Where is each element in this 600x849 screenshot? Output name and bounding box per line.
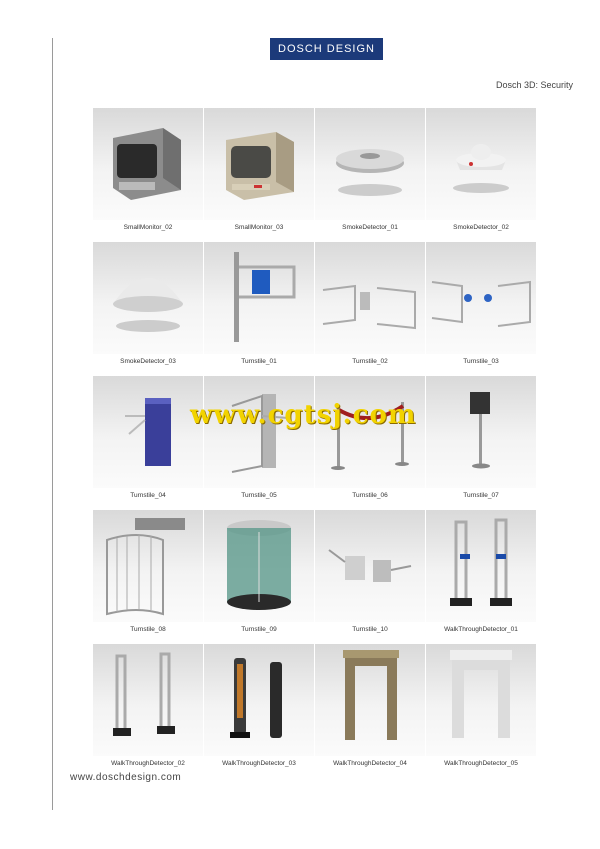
product-thumbnail[interactable] bbox=[93, 242, 203, 354]
product-thumbnail[interactable] bbox=[315, 510, 425, 622]
product-caption: WalkThroughDetector_03 bbox=[222, 760, 296, 767]
sign-stand-icon bbox=[426, 376, 536, 488]
watermark-text: www.cgtsj.com bbox=[190, 400, 417, 430]
product-caption: Turnstile_07 bbox=[463, 492, 499, 499]
product-thumbnail[interactable] bbox=[93, 644, 203, 756]
product-caption: SmokeDetector_01 bbox=[342, 224, 398, 231]
product-thumbnail[interactable] bbox=[315, 376, 425, 488]
product-thumbnail[interactable] bbox=[315, 108, 425, 220]
footer-url[interactable]: www.doschdesign.com bbox=[70, 772, 182, 783]
walk-through-detector-icon bbox=[315, 644, 425, 756]
small-monitor-icon bbox=[204, 108, 314, 220]
product-row bbox=[93, 108, 537, 242]
product-thumbnail[interactable] bbox=[426, 644, 536, 756]
product-caption: Turnstile_02 bbox=[352, 358, 388, 365]
product-caption: WalkThroughDetector_05 bbox=[444, 760, 518, 767]
product-caption: WalkThroughDetector_02 bbox=[111, 760, 185, 767]
revolving-door-icon bbox=[204, 510, 314, 622]
product-row bbox=[93, 242, 537, 376]
turnstile-icon bbox=[315, 242, 425, 354]
product-thumbnail[interactable] bbox=[204, 242, 314, 354]
product-caption: SmokeDetector_02 bbox=[453, 224, 509, 231]
smoke-detector-icon bbox=[93, 242, 203, 354]
turnstile-icon bbox=[204, 242, 314, 354]
smoke-detector-icon bbox=[426, 108, 536, 220]
turnstile-icon bbox=[315, 510, 425, 622]
full-height-turnstile-icon bbox=[93, 510, 203, 622]
product-row bbox=[93, 376, 537, 510]
rope-barrier-icon bbox=[315, 376, 425, 488]
product-caption: Turnstile_10 bbox=[352, 626, 388, 633]
catalog-title: Dosch 3D: Security bbox=[495, 80, 573, 90]
product-thumbnail[interactable] bbox=[93, 108, 203, 220]
product-caption: SmallMonitor_02 bbox=[123, 224, 173, 231]
product-caption: Turnstile_03 bbox=[463, 358, 499, 365]
product-thumbnail[interactable] bbox=[426, 242, 536, 354]
product-thumbnail[interactable] bbox=[204, 644, 314, 756]
product-thumbnail[interactable] bbox=[315, 242, 425, 354]
walk-through-detector-icon bbox=[426, 510, 536, 622]
walk-through-detector-icon bbox=[426, 644, 536, 756]
small-monitor-icon bbox=[93, 108, 203, 220]
product-thumbnail[interactable] bbox=[426, 376, 536, 488]
product-row bbox=[93, 644, 537, 778]
product-thumbnail[interactable] bbox=[204, 108, 314, 220]
page-margin-line bbox=[52, 38, 53, 810]
turnstile-icon bbox=[426, 242, 536, 354]
product-caption: Turnstile_08 bbox=[130, 626, 166, 633]
product-caption: SmallMonitor_03 bbox=[234, 224, 284, 231]
product-thumbnail[interactable] bbox=[204, 510, 314, 622]
product-thumbnail[interactable] bbox=[426, 108, 536, 220]
turnstile-icon bbox=[204, 376, 314, 488]
product-grid bbox=[93, 108, 537, 778]
product-thumbnail[interactable] bbox=[93, 376, 203, 488]
walk-through-detector-icon bbox=[204, 644, 314, 756]
product-caption: WalkThroughDetector_04 bbox=[333, 760, 407, 767]
product-caption: WalkThroughDetector_01 bbox=[444, 626, 518, 633]
product-caption: Turnstile_06 bbox=[352, 492, 388, 499]
product-thumbnail[interactable] bbox=[204, 376, 314, 488]
dosch-design-logo: DOSCH DESIGN bbox=[270, 38, 383, 60]
product-thumbnail[interactable] bbox=[93, 510, 203, 622]
product-caption: SmokeDetector_03 bbox=[120, 358, 176, 365]
product-caption: Turnstile_01 bbox=[241, 358, 277, 365]
product-caption: Turnstile_04 bbox=[130, 492, 166, 499]
product-caption: Turnstile_05 bbox=[241, 492, 277, 499]
product-thumbnail[interactable] bbox=[426, 510, 536, 622]
turnstile-icon bbox=[93, 376, 203, 488]
product-thumbnail[interactable] bbox=[315, 644, 425, 756]
smoke-detector-icon bbox=[315, 108, 425, 220]
walk-through-detector-icon bbox=[93, 644, 203, 756]
product-caption: Turnstile_09 bbox=[241, 626, 277, 633]
product-row bbox=[93, 510, 537, 644]
